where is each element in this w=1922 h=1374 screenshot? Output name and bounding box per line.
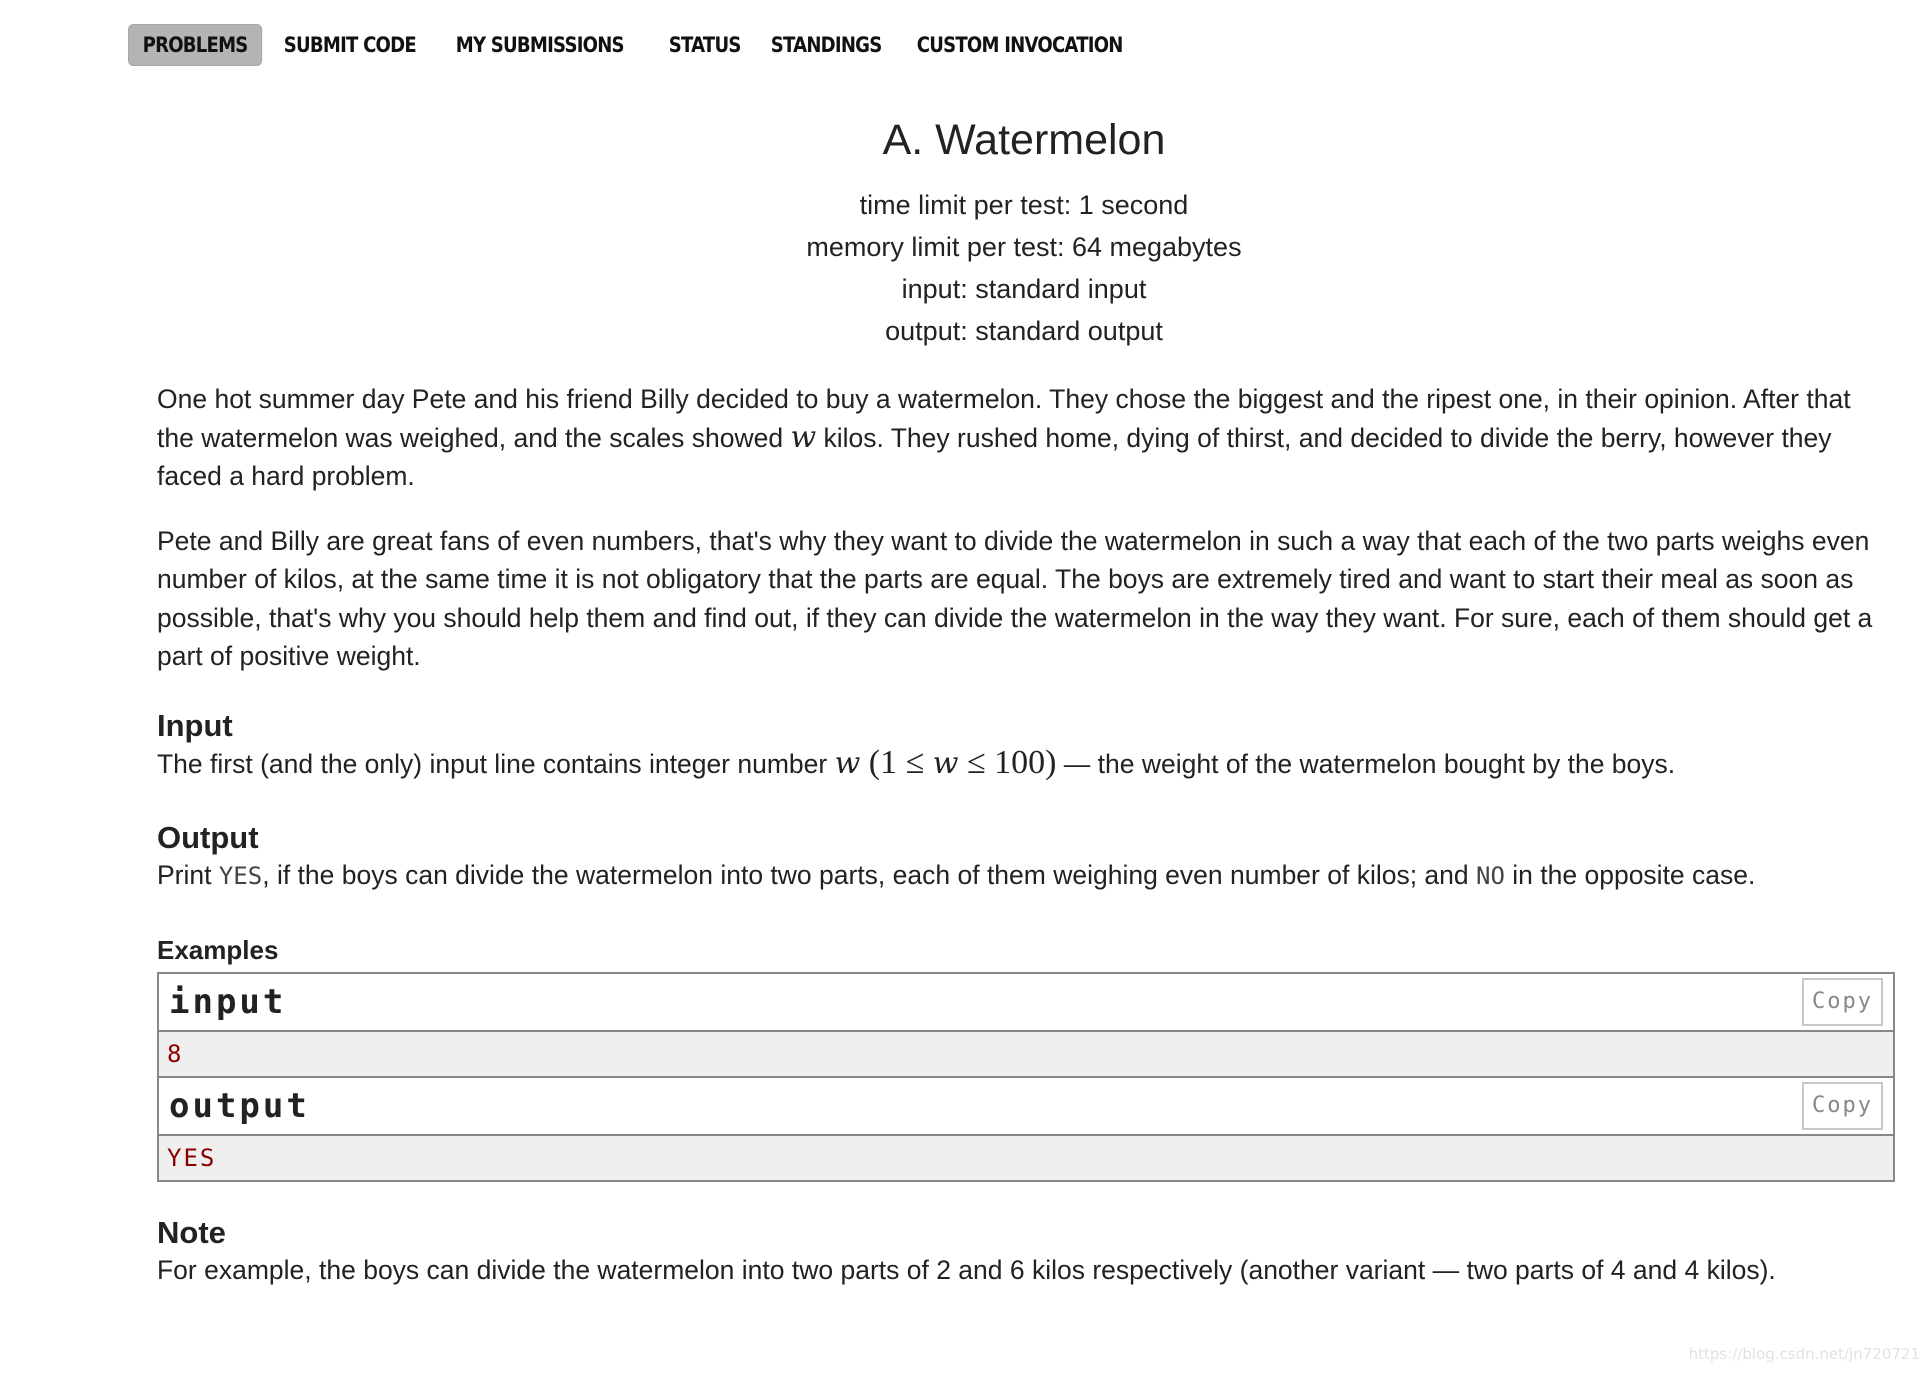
copy-output-button[interactable]: Copy xyxy=(1802,1082,1883,1131)
copy-input-button[interactable]: Copy xyxy=(1802,978,1883,1027)
output-text: Print xyxy=(157,860,219,890)
statement-text: kilos. They rushed home, dying of thirst, and decided to divide the berry, however they faced a hard problem. xyxy=(157,422,1832,491)
math-variable-w: w xyxy=(932,746,959,781)
output-text: in the opposite case. xyxy=(1504,860,1756,890)
output-section-text xyxy=(157,856,1893,896)
memory-limit: memory limit per test: 64 megabytes xyxy=(806,232,1242,262)
input-text: The first (and the only) input line contains integer number xyxy=(157,749,835,779)
menu-item-status[interactable]: STATUS xyxy=(668,33,741,57)
statement-text: One hot summer day Pete and his friend Billy decided to buy a watermelon. They chose the biggest and the ripest one, in their opinion. After that the watermelon was weighed, and the scales showed xyxy=(157,384,1851,453)
top-menu xyxy=(128,24,1157,66)
sample-output-header xyxy=(159,1078,1893,1136)
yes-literal: YES xyxy=(218,862,263,890)
math-variable-w: w xyxy=(834,746,861,781)
math-variable-w: w xyxy=(790,419,817,455)
menu-item-my-submissions[interactable]: MY SUBMISSIONS xyxy=(455,33,624,57)
watermark: https://blog.csdn.net/jn720721 xyxy=(1688,1345,1920,1363)
menu-item-problems[interactable]: PROBLEMS xyxy=(128,24,262,66)
input-section-text xyxy=(157,744,1893,784)
input-text: — the weight of the watermelon bought by the boys. xyxy=(1056,749,1676,779)
menu-item-standings[interactable]: STANDINGS xyxy=(770,33,882,57)
examples-section xyxy=(157,932,1893,1182)
sample-output-label: output xyxy=(169,1085,310,1126)
menu-item-submit-code[interactable]: SUBMIT CODE xyxy=(283,33,416,57)
note-section xyxy=(157,1215,1893,1290)
output-text: , if the boys can divide the watermelon into two parts, each of them weighing even number of kilos; and xyxy=(262,860,1477,890)
input-file: input: standard input xyxy=(901,274,1147,304)
menu-item-custom-invocation[interactable]: CUSTOM INVOCATION xyxy=(917,33,1123,57)
sample-input-label: input xyxy=(169,981,287,1022)
note-title: Note xyxy=(157,1215,226,1250)
output-file: output: standard output xyxy=(885,316,1163,346)
statement-paragraph-2: Pete and Billy are great fans of even numbers, that's why they want to divide the watermelon in such a way that each of the two parts weighs even number of kilos, at the same time it is not obligatory that the parts are equal. The boys are extremely tired and want to start their meal as soon as possible, that's why you should help them and find out, if they can divide the watermelon in the way they want. For sure, each of them should get a part of positive weight. xyxy=(157,525,1873,671)
output-section-title: Output xyxy=(157,820,259,855)
input-section-title: Input xyxy=(157,708,233,743)
sample-input-value: 8 xyxy=(159,1032,1893,1078)
math-constraint-close: ≤ 100) xyxy=(958,744,1057,781)
no-literal: NO xyxy=(1476,862,1505,890)
problem-header xyxy=(0,112,1922,352)
sample-test xyxy=(157,972,1895,1182)
examples-title: Examples xyxy=(157,935,279,965)
problem-title: A. Watermelon xyxy=(882,116,1166,164)
time-limit: time limit per test: 1 second xyxy=(859,190,1189,220)
math-constraint-open: (1 ≤ xyxy=(860,744,933,781)
input-specification xyxy=(157,708,1893,784)
sample-input-header xyxy=(159,974,1893,1032)
output-specification xyxy=(157,820,1893,896)
note-text: For example, the boys can divide the watermelon into two parts of 2 and 6 kilos respectively (another variant — two parts of 4 and 4 kilos). xyxy=(157,1255,1776,1285)
sample-output-value: YES xyxy=(159,1136,1893,1180)
problem-statement xyxy=(157,380,1893,676)
statement-paragraph-1 xyxy=(157,380,1893,496)
